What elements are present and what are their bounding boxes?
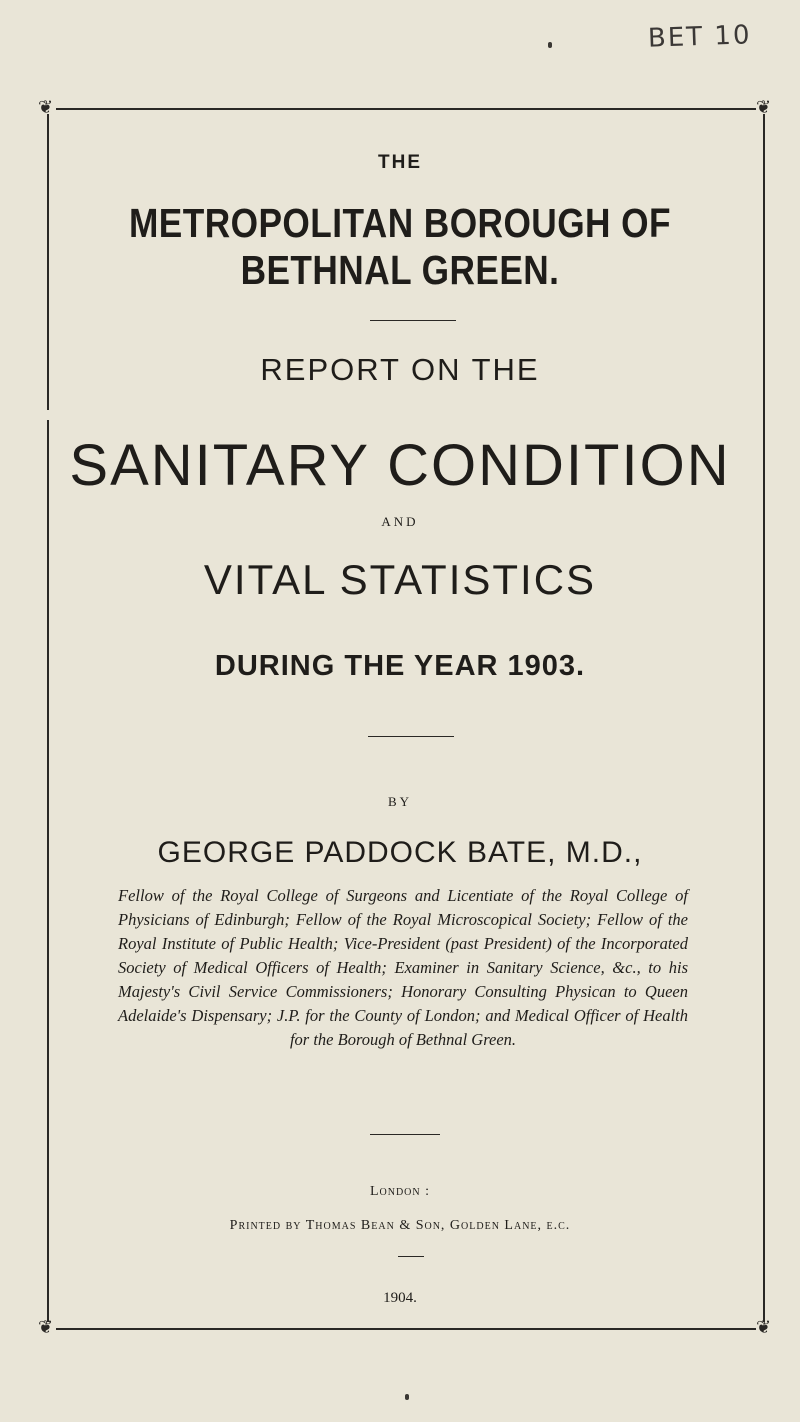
fleuron-icon: ❦ (756, 97, 772, 118)
report-heading: REPORT ON THE (260, 352, 540, 387)
frame-bottom-rule (56, 1328, 756, 1330)
report-year: DURING THE YEAR 1903. (214, 650, 586, 682)
divider (398, 1256, 424, 1257)
ink-speck (405, 1394, 409, 1400)
imprint-printer: Printed by Thomas Bean & Son, Golden Lane, e.c. (229, 1218, 571, 1233)
imprint-place: London : (369, 1184, 431, 1199)
imprint-year: 1904. (383, 1290, 417, 1306)
fleuron-icon: ❦ (756, 1317, 772, 1338)
conjunction-and: AND (381, 514, 419, 529)
frame-right-rule (763, 114, 765, 1322)
report-subject-vital: VITAL STATISTICS (203, 556, 597, 603)
report-subject-sanitary: SANITARY CONDITION (69, 433, 731, 498)
frame-top-rule (56, 108, 756, 110)
divider (368, 736, 454, 737)
author-credentials: Fellow of the Royal College of Surgeons and Licentiate of the Royal College of Physicians of Edinburgh; Fellow of the Royal Microscopical Society; Fellow of the Royal Institute of Public Health; Vice-President (past President) of the Incorporated Society of Medical Officers of Health; Examiner in Sanitary Science, &c., to his Majesty's Civil Service Commissioners; Honorary Consulting Physican to Queen Adelaide's Dispensary; J.P. for the County of London; and Medical Officer of Health for the Borough of Bethnal Green. (118, 886, 688, 1049)
byline-label: BY (387, 794, 413, 809)
divider (370, 320, 456, 321)
ink-speck (548, 42, 552, 48)
page-title: METROPOLITAN BOROUGH OF BETHNAL GREEN. (128, 200, 672, 293)
divider (370, 1134, 440, 1135)
shelfmark-annotation: BET 10 (647, 20, 752, 54)
fleuron-icon: ❦ (38, 1317, 54, 1338)
fleuron-icon: ❦ (38, 97, 54, 118)
title-prefix: THE (378, 152, 422, 173)
author-name: GEORGE PADDOCK BATE, M.D., (157, 836, 643, 869)
